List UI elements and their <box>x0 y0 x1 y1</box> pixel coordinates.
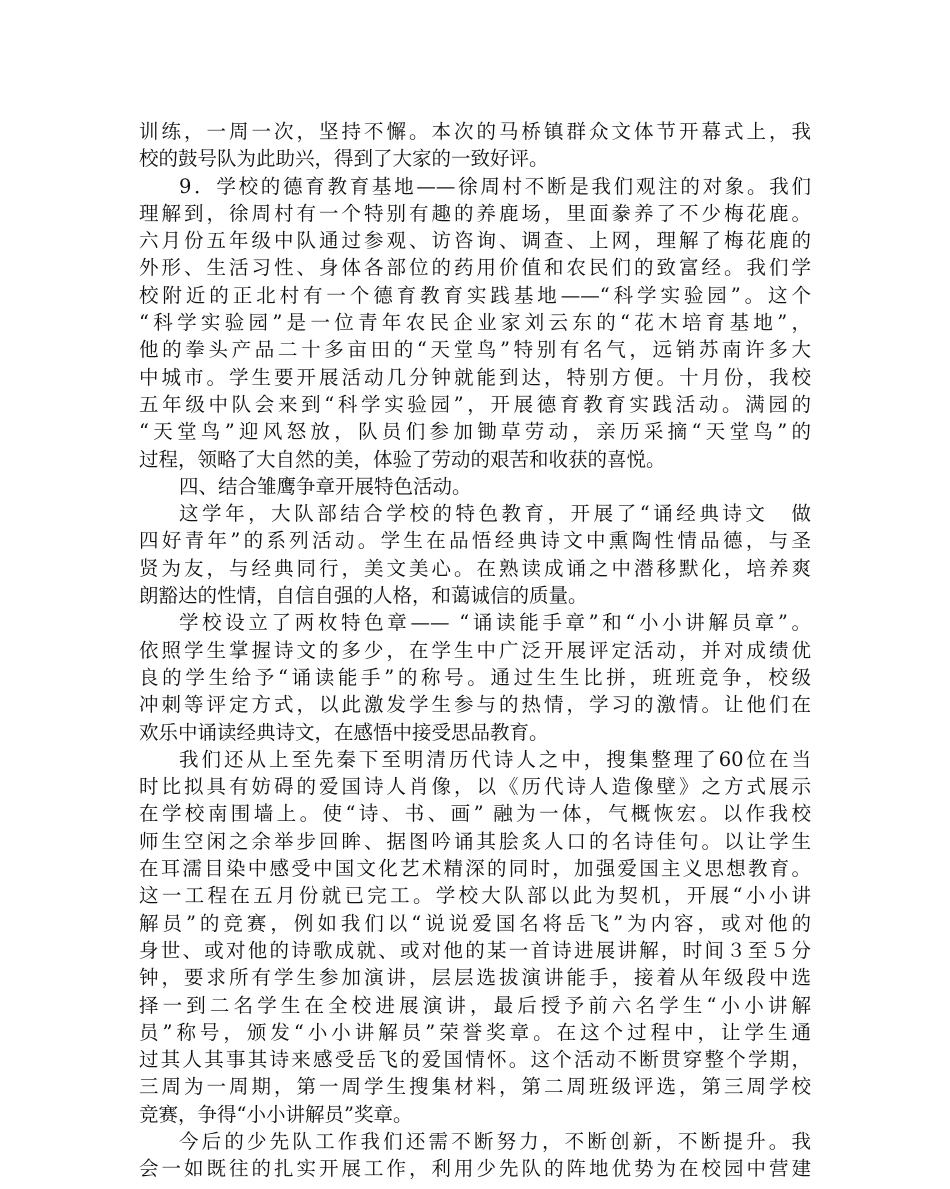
text-line: 学校设立了两枚特色章—— “诵读能手章”和“小小讲解员章”。 <box>179 611 811 635</box>
text-line: 择一到二名学生在全校进展演讲，最后授予前六名学生“小小讲解 <box>139 993 811 1017</box>
text-line: 中城市。学生要开展活动几分钟就能到达，特别方便。十月份，我校 <box>139 365 811 389</box>
text-line: “天堂鸟”迎风怒放，队员们参加锄草劳动，亲历采摘“天堂鸟”的 <box>139 420 811 444</box>
text-line: 在学校南围墙上。使“诗、书、画” 融为一体，气概恢宏。以作我校 <box>139 802 811 826</box>
text-line: 六月份五年级中队通过参观、访咨询、调查、上网，理解了梅花鹿的 <box>139 229 811 253</box>
text-line: 解员”的竞赛，例如我们以“说说爱国名将岳飞”为内容，或对他的 <box>139 911 811 935</box>
text-line: 师生空闲之余举步回眸、据图吟诵其脍炙人口的名诗佳句。以让学生 <box>139 829 811 853</box>
text-line: 钟，要求所有学生参加演讲，层层选拔演讲能手，接着从年级段中选 <box>139 966 811 990</box>
text-line: 朗豁达的性情，自信自强的人格，和蔼诚信的质量。 <box>139 584 588 608</box>
text-line: 竞赛，争得“小小讲解员”奖章。 <box>139 1102 413 1126</box>
text-line: 这一工程在五月份就已完工。学校大队部以此为契机，开展“小小讲 <box>139 884 811 908</box>
text-line: 校附近的正北村有一个德育教育实践基地——“科学实验园”。这个 <box>139 283 811 307</box>
text-line: 身世、或对他的诗歌成就、或对他的某一首诗进展讲解，时间３至５分 <box>139 938 811 962</box>
text-line: 会一如既往的扎实开展工作，利用少先队的阵地优势为在校园中营建 <box>139 1157 811 1181</box>
text-line: 过程，领略了大自然的美，体验了劳动的艰苦和收获的喜悦。 <box>139 447 666 471</box>
text-line: 五年级中队会来到“科学实验园”，开展德育教育实践活动。满园的 <box>139 392 811 416</box>
text-line: 今后的少先队工作我们还需不断努力，不断创新，不断提升。我 <box>179 1129 811 1153</box>
text-line: 他的拳头产品二十多亩田的“天堂鸟”特别有名气，远销苏南许多大 <box>139 338 811 362</box>
text-line: 理解到，徐周村有一个特别有趣的养鹿场，里面豢养了不少梅花鹿。 <box>139 201 811 225</box>
text-line: 欢乐中诵读经典诗文，在感悟中接受思品教育。 <box>139 720 549 744</box>
text-line: 我们还从上至先秦下至明清历代诗人之中，搜集整理了60位在当 <box>179 747 811 771</box>
text-line: 四好青年”的系列活动。学生在品悟经典诗文中熏陶性情品德，与圣 <box>139 529 811 553</box>
text-line: 三周为一周期，第一周学生搜集材料，第二周班级评选，第三周学校 <box>139 1075 811 1099</box>
text-line: 依照学生掌握诗文的多少，在学生中广泛开展评定活动，并对成绩优 <box>139 638 811 662</box>
text-line: 校的鼓号队为此助兴，得到了大家的一致好评。 <box>139 147 549 171</box>
text-line: 良的学生给予“诵读能手”的称号。通过生生比拼，班班竞争，校级 <box>139 665 811 689</box>
text-line: 外形、生活习性、身体各部位的药用价值和农民们的致富经。我们学 <box>139 256 811 280</box>
text-line: 这学年，大队部结合学校的特色教育，开展了“诵经典诗文 做 <box>179 502 811 526</box>
text-line: 贤为友，与经典同行，美文美心。在熟读成诵之中潜移默化，培养爽 <box>139 556 811 580</box>
text-line: 训练，一周一次，坚持不懈。本次的马桥镇群众文体节开幕式上，我 <box>139 120 811 143</box>
text-line: 在耳濡目染中感受中国文化艺术精深的同时，加强爱国主义思想教育。 <box>139 857 811 881</box>
document-page <box>139 118 811 1183</box>
text-line: 四、结合雏鹰争章开展特色活动。 <box>179 474 472 498</box>
text-line: 冲刺等评定方式，以此激发学生参与的热情，学习的激情。让他们在 <box>139 693 811 717</box>
text-line: “科学实验园”是一位青年农民企业家刘云东的“花木培育基地”， <box>139 311 811 335</box>
text-line: 员”称号，颁发“小小讲解员”荣誉奖章。在这个过程中，让学生通 <box>139 1020 811 1044</box>
text-line: 9．学校的德育教育基地——徐周村不断是我们观注的对象。我们 <box>179 174 811 198</box>
text-line: 过其人其事其诗来感受岳飞的爱国情怀。这个活动不断贯穿整个学期， <box>139 1048 811 1072</box>
text-line: 时比拟具有妨碍的爱国诗人肖像，以《历代诗人造像壁》之方式展示 <box>139 775 811 799</box>
